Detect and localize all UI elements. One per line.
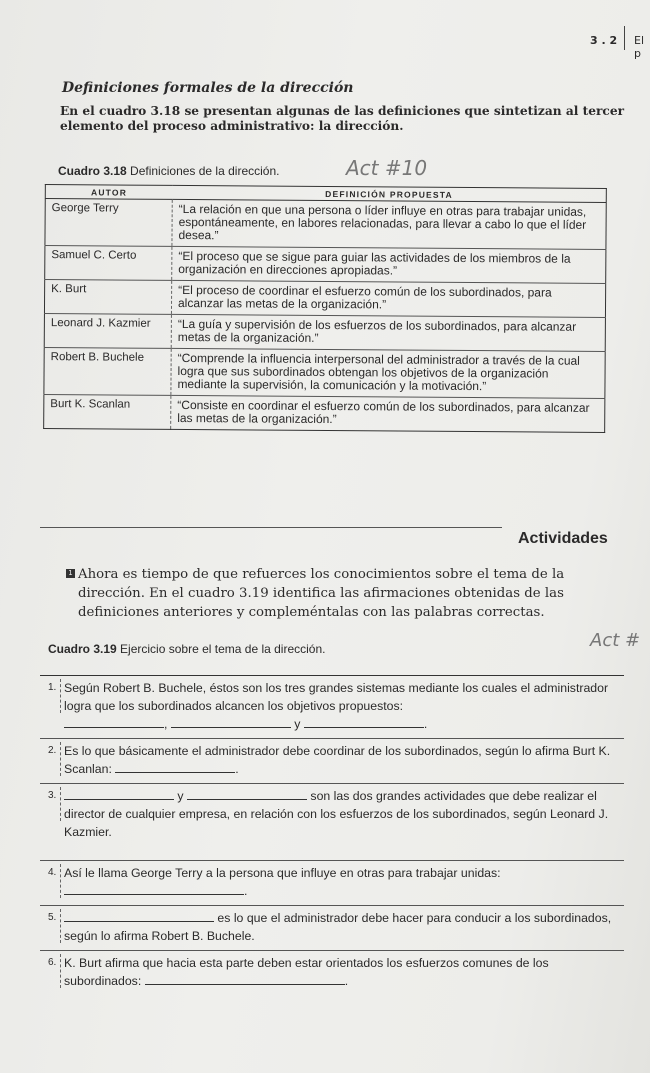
separator: , xyxy=(164,717,168,731)
activities-heading: Actividades xyxy=(518,530,608,547)
table1-caption-label: Cuadro 3.18 xyxy=(58,164,127,178)
item-text: es lo que el administrador debe hacer para conducir a los subordinados, según lo afirma Robert B. Buchele. xyxy=(64,911,612,943)
table-row xyxy=(44,348,605,399)
item-number: 1. xyxy=(48,679,56,697)
col-definition-header: DEFINICIÓN PROPUESTA xyxy=(172,185,606,202)
definitions-table xyxy=(43,184,607,433)
author-cell: Burt K. Scanlan xyxy=(50,398,131,411)
author-cell: George Terry xyxy=(45,199,172,247)
separator: . xyxy=(244,884,248,898)
col-author-header: AUTOR xyxy=(45,185,172,200)
definition-cell: “Comprende la influencia interpersonal del administrador a través de la cual logra que sus subordinados obtengan los objetivos de la organización mediante la supervisión, la comunicación y la motivación.” xyxy=(171,348,605,398)
exercise-item xyxy=(40,784,624,861)
separator: . xyxy=(423,717,428,731)
table1-caption xyxy=(58,164,279,178)
exercise-item xyxy=(40,951,624,995)
separator: y xyxy=(177,789,184,803)
header-divider xyxy=(624,26,625,50)
activity-instructions: Ahora es tiempo de que refuerces los conocimientos sobre el tema de la dirección. En el cuadro 3.19 identifica las afirmaciones obtenidas de las definiciones anteriores y compleméntalas con las palabras correctas. xyxy=(78,567,565,620)
item-text: Es lo que básicamente el administrador debe coordinar de los subordinados, según lo afirma Burt K. Scanlan: xyxy=(64,744,611,776)
definition-cell: “La guía y supervisión de los esfuerzos de los subordinados, para alcanzar metas de la organización.” xyxy=(171,314,605,351)
separator: . xyxy=(235,762,239,776)
item-number: 3. xyxy=(48,787,56,805)
definition-cell: “La relación en que una persona o líder influye en otras para trabajar unidas, espontáneamente, en labores relacionadas, para llevar a cabo lo que el líder desea.” xyxy=(172,199,606,249)
exercise-table xyxy=(40,675,624,995)
answer-blank[interactable] xyxy=(64,787,174,800)
spacer xyxy=(64,841,620,855)
handwritten-note-2: Act # xyxy=(590,630,641,651)
table-row xyxy=(45,199,606,250)
intro-paragraph: En el cuadro 3.18 se presentan algunas de las definiciones que sintetizan al tercer elemento del proceso administrativo: la dirección. xyxy=(60,104,625,133)
item-text: son las dos grandes actividades que debe realizar el director de cualquier empresa, en relación con los esfuerzos de los subordinados, según Leonard J. Kazmier. xyxy=(64,789,609,839)
exercise-item xyxy=(40,676,624,739)
table-row xyxy=(44,395,605,433)
author-cell: Samuel C. Certo xyxy=(45,246,172,281)
table-row xyxy=(44,314,605,352)
table1-caption-text: Definiciones de la dirección. xyxy=(130,164,280,178)
author-cell: Leonard J. Kazmier xyxy=(44,314,171,349)
answer-blank[interactable] xyxy=(187,787,307,800)
answer-blank[interactable] xyxy=(115,760,235,773)
item-text: K. Burt afirma que hacia esta parte deben estar orientados los esfuerzos comunes de los subordinados: xyxy=(64,956,549,988)
answer-blank[interactable] xyxy=(64,882,244,895)
item-number: 5. xyxy=(48,909,56,927)
definition-cell: “El proceso que se sigue para guiar las actividades de los miembros de la organización en direcciones apropiadas.” xyxy=(172,246,606,283)
table2-caption-text: Ejercicio sobre el tema de la dirección. xyxy=(120,642,326,656)
exercise-item xyxy=(40,906,624,951)
item-number: 4. xyxy=(48,864,56,882)
answer-blank[interactable] xyxy=(304,715,424,728)
answer-blank[interactable] xyxy=(64,909,214,922)
exercise-item xyxy=(40,861,624,906)
answer-blank[interactable] xyxy=(171,715,291,728)
table-row xyxy=(44,280,605,318)
section-title: Definiciones formales de la dirección xyxy=(62,80,354,96)
item-number: 6. xyxy=(48,954,56,972)
author-cell: Robert B. Buchele xyxy=(44,348,171,396)
answer-blank[interactable] xyxy=(145,972,345,985)
item-text: Así le llama George Terry a la persona que influye en otras para trabajar unidas: xyxy=(64,866,501,880)
item-text: Según Robert B. Buchele, éstos son los tres grandes sistemas mediante los cuales el administrador logra que los subordinados alcancen los objetivos propuestos: xyxy=(64,681,609,713)
activity-number-badge: 1 xyxy=(66,569,75,578)
separator: . xyxy=(344,974,349,988)
table2-caption xyxy=(48,642,325,656)
running-head: El p xyxy=(634,34,645,60)
author-cell: K. Burt xyxy=(44,280,171,315)
handwritten-note: Act #10 xyxy=(346,156,428,180)
table2-caption-label: Cuadro 3.19 xyxy=(48,642,117,656)
table-row xyxy=(45,246,606,284)
definition-cell: “Consiste en coordinar el esfuerzo común de los subordinados, para alcanzar las metas de la organización.” xyxy=(171,395,605,432)
section-divider xyxy=(40,527,502,528)
definition-cell: “El proceso de coordinar el esfuerzo común de los subordinados, para alcanzar las metas de la organización.” xyxy=(171,280,605,317)
item-number: 2. xyxy=(48,742,56,760)
exercise-item xyxy=(40,739,624,784)
answer-blank[interactable] xyxy=(64,715,164,728)
separator: y xyxy=(294,717,301,731)
page-number: 3 . 2 xyxy=(590,34,618,47)
